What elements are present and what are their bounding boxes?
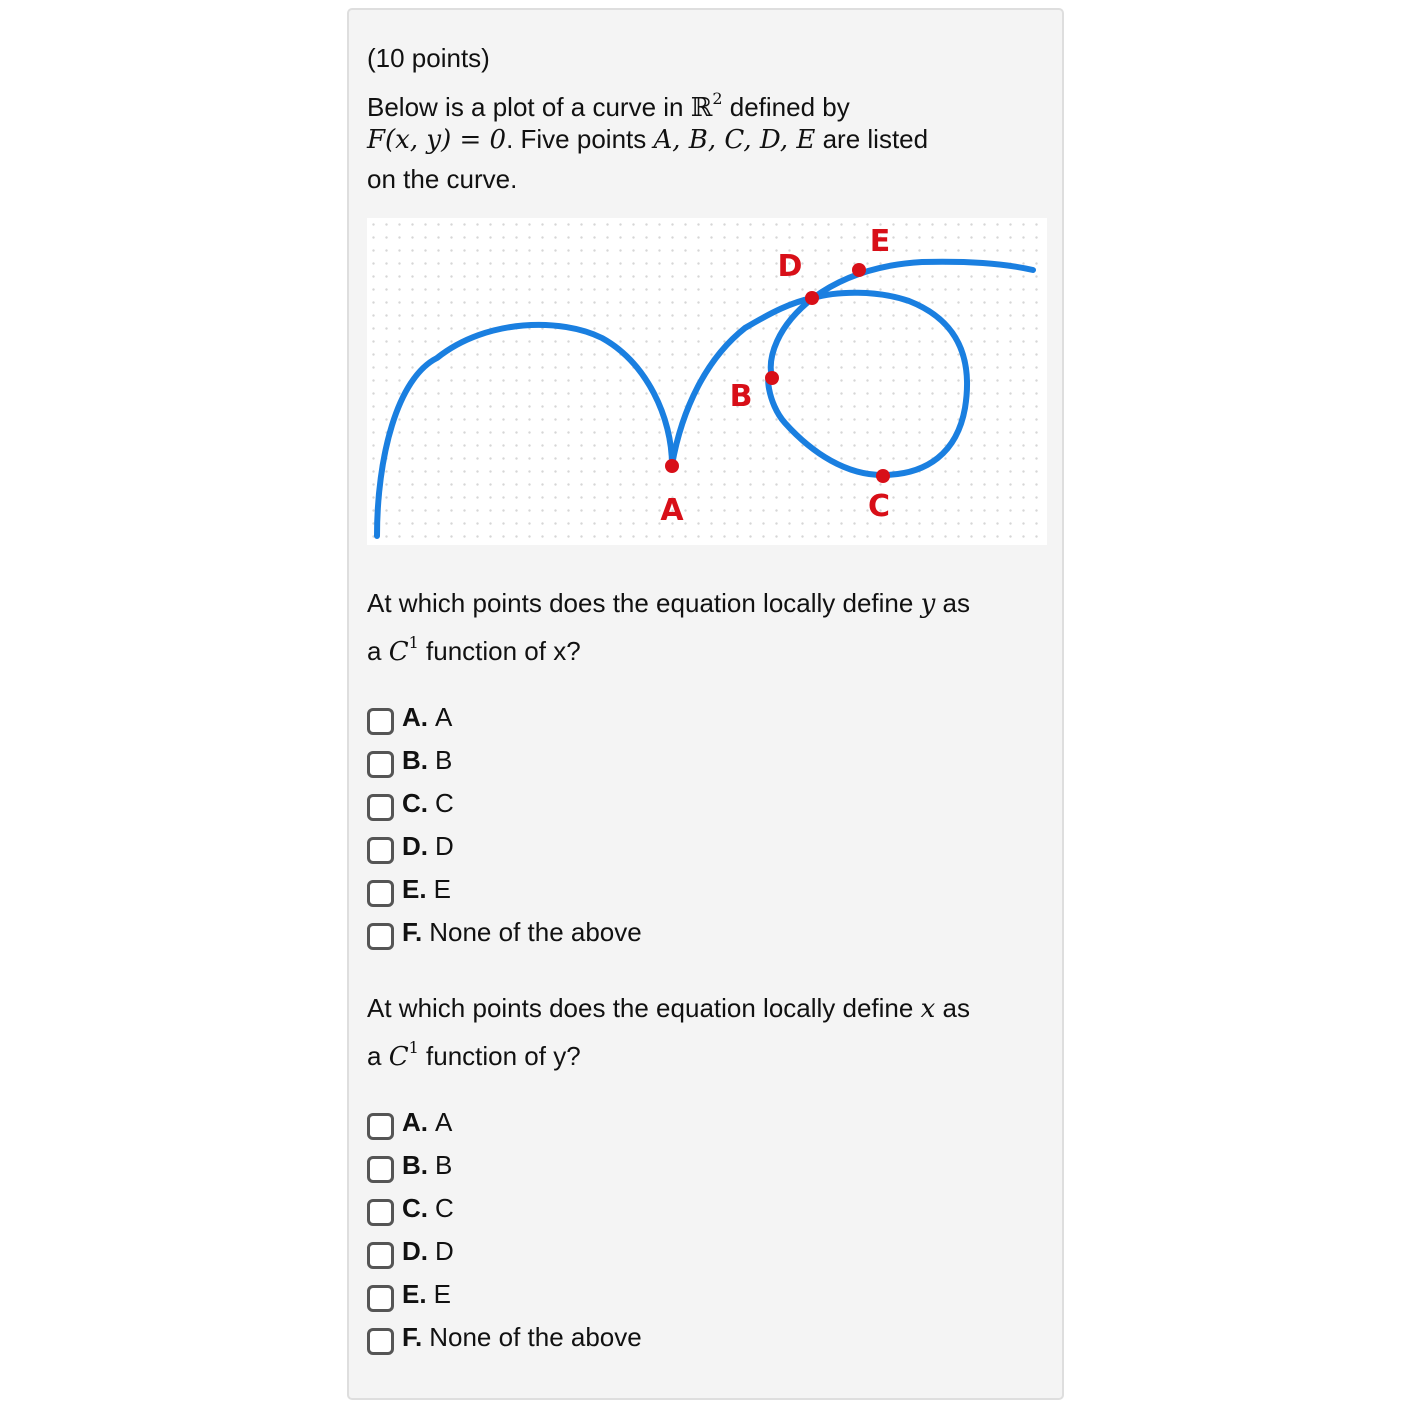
q2-option-d[interactable] [367,1230,642,1273]
q2-option-b[interactable] [367,1144,642,1187]
q1-text: function of x? [418,636,581,666]
intro-text: . Five points [506,124,654,154]
point-a-marker [665,459,679,473]
point-d-label: D [777,249,803,284]
q2-text: At which points does the equation locally define [367,993,921,1023]
point-a-label: A [660,493,684,528]
curve-left-arch [377,325,672,536]
curve-loop [768,293,967,475]
option-label: E [433,1279,451,1309]
q2-options [367,1101,642,1359]
q1-option-d[interactable] [367,825,642,868]
q2-line-1 [367,988,970,1029]
option-label: A [435,1107,453,1137]
q1-options [367,696,642,954]
q1-option-e[interactable] [367,868,642,911]
q2-variable: x [920,994,936,1024]
point-b-label: B [729,379,753,414]
checkbox[interactable] [367,1156,394,1183]
checkbox[interactable] [367,708,394,735]
q1-text: a [367,636,389,666]
option-label: D [435,831,454,861]
option-letter: E. [402,1279,427,1309]
point-list: A, B, C, D, E [653,125,816,155]
option-label: A [435,702,453,732]
q1-exponent: 1 [408,633,419,652]
option-letter: E. [402,874,427,904]
option-letter: D. [402,831,428,861]
checkbox[interactable] [367,794,394,821]
intro-line-2 [367,119,928,160]
q2-option-f[interactable] [367,1316,642,1359]
point-d-marker [805,291,819,305]
q1-class-symbol: C [388,637,409,667]
q1-line-1 [367,583,970,624]
checkbox[interactable] [367,1328,394,1355]
q1-text: as [935,588,970,618]
intro-text: defined by [722,92,850,122]
curve-plot [367,218,1047,545]
point-e-label: E [869,224,891,259]
q2-option-e[interactable] [367,1273,642,1316]
option-letter: B. [402,1150,428,1180]
q2-exponent: 1 [408,1038,419,1057]
q2-text: as [935,993,970,1023]
q1-option-c[interactable] [367,782,642,825]
option-letter: D. [402,1236,428,1266]
option-letter: F. [402,917,423,947]
option-letter: A. [402,702,428,732]
option-label: C [435,1193,454,1223]
q1-text: At which points does the equation locally define [367,588,921,618]
option-label: C [435,788,454,818]
option-letter: A. [402,1107,428,1137]
option-label: None of the above [429,1322,642,1352]
checkbox[interactable] [367,1113,394,1140]
option-letter: B. [402,745,428,775]
option-label: E [433,874,451,904]
point-e-marker [852,263,866,277]
option-label: B [435,745,453,775]
option-label: None of the above [429,917,642,947]
checkbox[interactable] [367,837,394,864]
checkbox[interactable] [367,1242,394,1269]
option-letter: C. [402,1193,428,1223]
point-c-label: C [867,489,891,524]
point-b-marker [765,371,779,385]
q1-line-2 [367,623,581,672]
checkbox[interactable] [367,1199,394,1226]
q2-option-c[interactable] [367,1187,642,1230]
q2-text: function of y? [418,1041,581,1071]
exponent: 2 [712,89,723,108]
q2-class-symbol: C [388,1042,409,1072]
q1-option-f[interactable] [367,911,642,954]
points-label: (10 points) [367,43,490,73]
q1-option-b[interactable] [367,739,642,782]
curve-figure [367,218,1047,545]
intro-text: are listed [815,124,929,154]
q2-option-a[interactable] [367,1101,642,1144]
option-letter: F. [402,1322,423,1352]
option-label: D [435,1236,454,1266]
checkbox[interactable] [367,751,394,778]
point-c-marker [876,469,890,483]
checkbox[interactable] [367,923,394,950]
intro-line-3: on the curve. [367,164,518,194]
q2-text: a [367,1041,389,1071]
option-label: B [435,1150,453,1180]
q1-variable: y [920,589,936,619]
question-card [347,8,1064,1400]
intro-text: Below is a plot of a curve in [367,92,691,122]
q2-line-2 [367,1028,581,1077]
real-symbol: ℝ [690,93,713,123]
checkbox[interactable] [367,880,394,907]
checkbox[interactable] [367,1285,394,1312]
q1-option-a[interactable] [367,696,642,739]
option-letter: C. [402,788,428,818]
equation: F(x, y) = 0 [367,125,507,155]
